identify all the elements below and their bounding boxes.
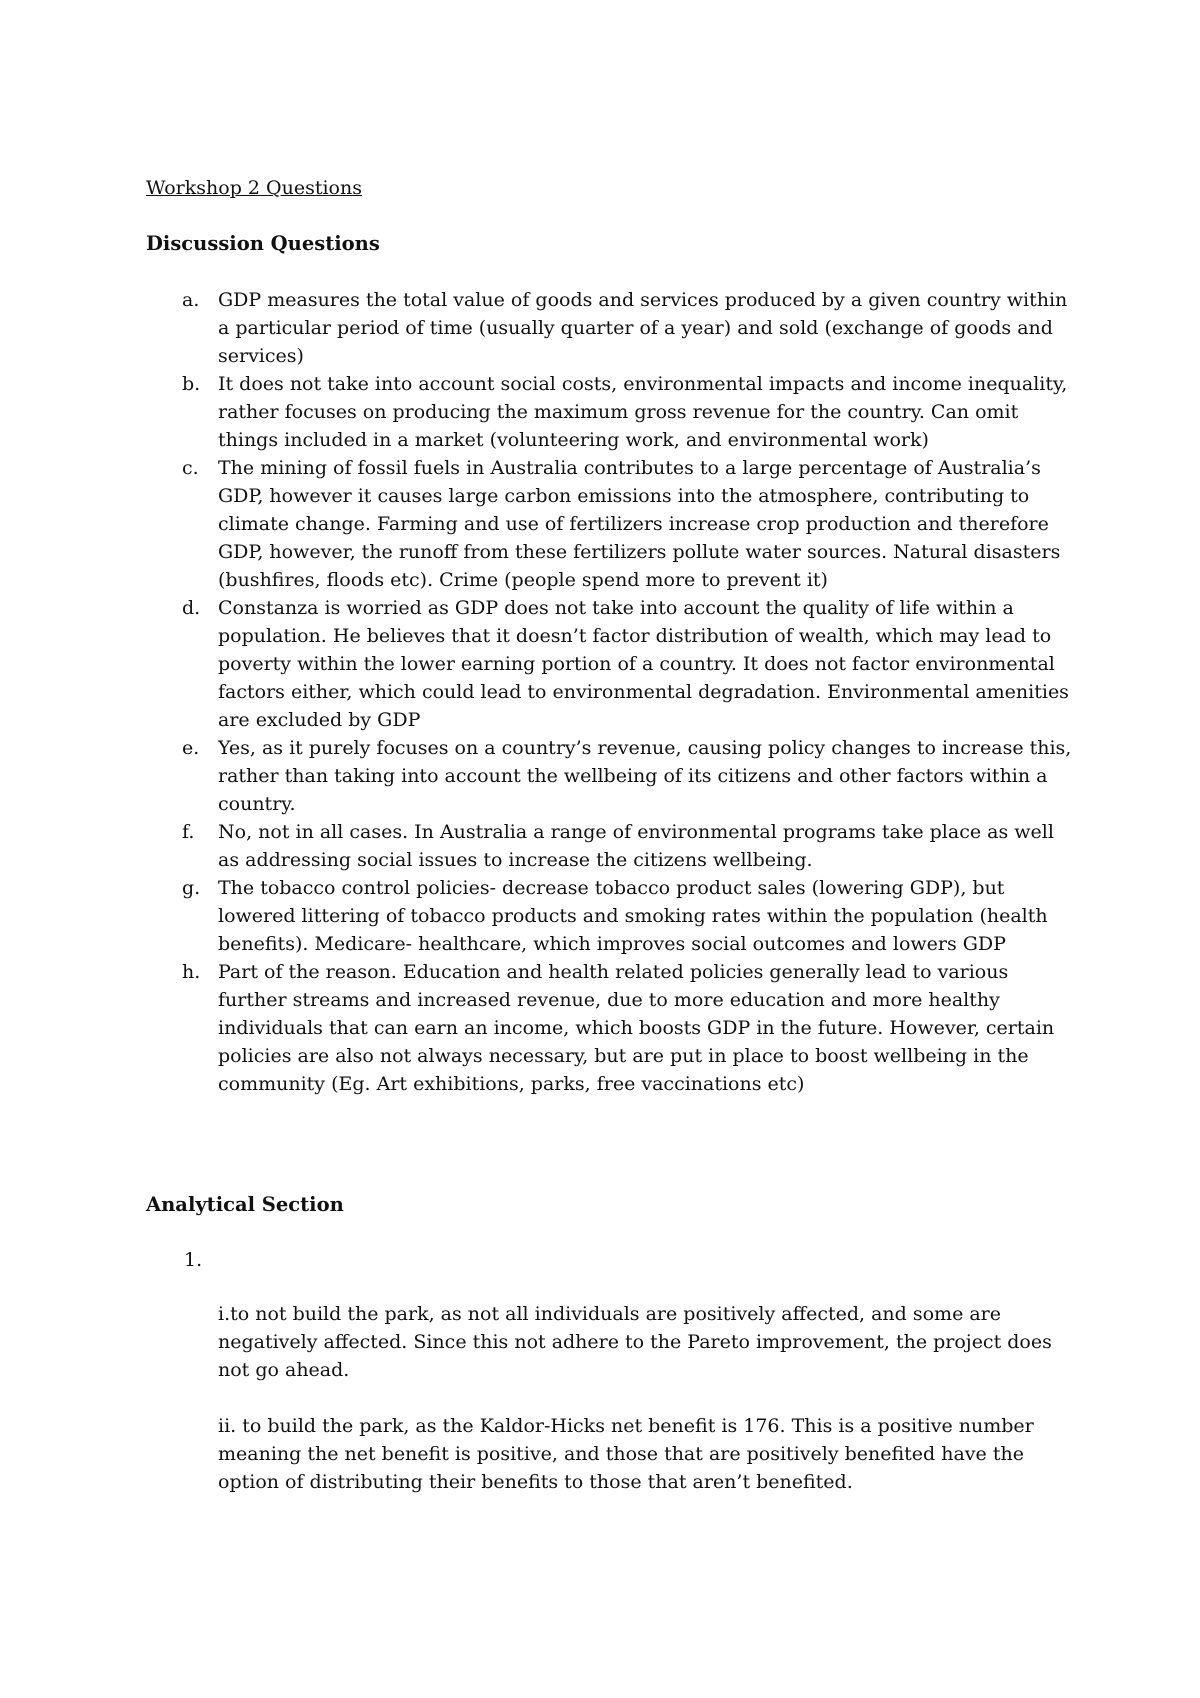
discussion-heading: Discussion Questions xyxy=(146,232,380,255)
discussion-list xyxy=(146,286,1086,1098)
item-text: Constanza is worried as GDP does not take into account the quality of life within a population. He believes that it doesn’t factor distribution of wealth, which may lead to poverty within the lower earning portion of a country. It does not factor environmental factors either, which could lead to environmental degradation. Environmental amenities are excluded by GDP xyxy=(218,597,1069,731)
list-item xyxy=(146,594,1086,734)
list-item xyxy=(146,958,1086,1098)
item-letter: a. xyxy=(182,289,200,311)
item-text: Yes, as it purely focuses on a country’s revenue, causing policy changes to increase this, rather than taking into account the wellbeing of its citizens and other factors within a country. xyxy=(218,737,1072,815)
analytical-heading: Analytical Section xyxy=(146,1193,344,1216)
item-letter: f. xyxy=(182,821,195,843)
item-text: No, not in all cases. In Australia a range of environmental programs take place as well as addressing social issues to increase the citizens wellbeing. xyxy=(218,821,1054,871)
list-item xyxy=(146,370,1086,454)
item-text: The tobacco control policies- decrease tobacco product sales (lowering GDP), but lowered littering of tobacco products and smoking rates within the population (health benefits). Medicare- healthcare, which improves social outcomes and lowers GDP xyxy=(218,877,1048,955)
item-text: GDP measures the total value of goods and services produced by a given country within a particular period of time (usually quarter of a year) and sold (exchange of goods and services) xyxy=(218,289,1068,367)
list-item xyxy=(146,454,1086,594)
item-letter: h. xyxy=(182,961,201,983)
item-letter: g. xyxy=(182,877,201,899)
list-item xyxy=(146,734,1086,818)
document-title: Workshop 2 Questions xyxy=(146,177,362,199)
item-text: Part of the reason. Education and health related policies generally lead to various further streams and increased revenue, due to more education and more healthy individuals that can earn an income, which boosts GDP in the future. However, certain policies are also not always necessary, but are put in place to boost wellbeing in the community (Eg. Art exhibitions, parks, free vaccinations etc) xyxy=(218,961,1055,1095)
list-item xyxy=(146,818,1086,874)
answer-i: i.to not build the park, as not all individuals are positively affected, and some are negatively affected. Since this not adhere to the Pareto improvement, the project does not go ahead. xyxy=(218,1303,1052,1381)
item-letter: b. xyxy=(182,373,201,395)
answer-ii: ii. to build the park, as the Kaldor-Hicks net benefit is 176. This is a positive number meaning the net benefit is positive, and those that are positively benefited have the option of distributing their benefits to those that aren’t benefited. xyxy=(218,1415,1034,1493)
item-letter: d. xyxy=(182,597,201,619)
question-number: 1. xyxy=(184,1249,203,1271)
item-text: It does not take into account social costs, environmental impacts and income inequality, rather focuses on producing the maximum gross revenue for the country. Can omit things included in a market (volunteering work, and environmental work) xyxy=(218,373,1068,451)
item-letter: e. xyxy=(182,737,200,759)
item-letter: c. xyxy=(182,457,199,479)
item-text: The mining of fossil fuels in Australia contributes to a large percentage of Australia’s GDP, however it causes large carbon emissions into the atmosphere, contributing to climate change. Farming and use of fertilizers increase crop production and therefore GDP, however, the runoff from these fertilizers pollute water sources. Natural disasters (bushfires, floods etc). Crime (people spend more to prevent it) xyxy=(218,457,1061,591)
list-item xyxy=(146,286,1086,370)
list-item xyxy=(146,874,1086,958)
